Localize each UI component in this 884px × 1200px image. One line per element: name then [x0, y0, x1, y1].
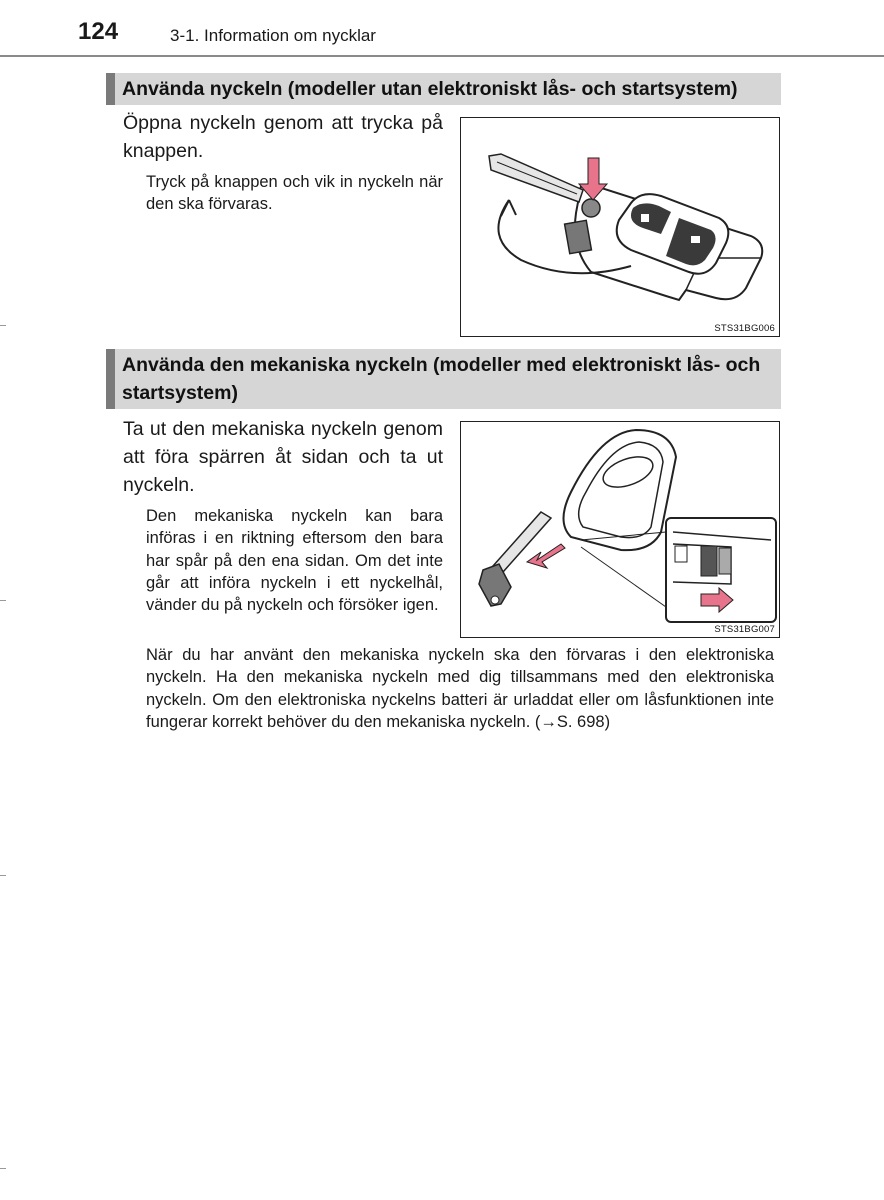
release-latch-shape: [701, 546, 717, 576]
lock-symbol-icon: [641, 214, 649, 222]
key-hinge-shape: [565, 220, 592, 253]
note-text-mechanical-key: Den mekaniska nyckeln kan bara införas i en riktning eftersom den bara har spår på den ena sidan. Om det inte går att införa nyckeln i ett nyckelhål, vänder du på nyckeln och försöker igen.: [146, 507, 443, 615]
section-heading-mechanical-key: Använda den mekaniska nyckeln (modeller med elektroniskt lås- och startsystem): [106, 349, 781, 409]
release-button-icon: [582, 199, 600, 217]
margin-tick: [0, 600, 6, 601]
pull-out-arrow-icon: [527, 544, 565, 568]
unlock-symbol-icon: [691, 236, 700, 243]
margin-tick: [0, 1168, 6, 1169]
lead-text-mechanical-key: Ta ut den mekaniska nyckeln genom att föra spärren åt sidan och ta ut nyckeln.: [123, 418, 443, 496]
margin-tick: [0, 325, 6, 326]
chapter-title: 3-1. Information om nycklar: [170, 26, 376, 45]
folding-key-illustration: [460, 117, 780, 337]
storage-note-text: När du har använt den mekaniska nyckeln ska den förvaras i den elektroniska nyckeln. Ha den mekaniska nyckeln med dig tillsammans med den elektroniska nyckeln. Om den elektroniska nyckelns batteri är urladdat eller om låsfunktionen inte fungerar korrekt behöver du den mekaniska nyckeln. (→S. 698): [146, 646, 774, 731]
note-text-folding-key: Tryck på knappen och vik in nyckeln när den ska förvaras.: [146, 173, 443, 214]
page-number: 124: [78, 18, 119, 45]
mechanical-key-illustration: [460, 421, 780, 638]
figure-code: STS31BG007: [714, 624, 775, 635]
margin-tick: [0, 875, 6, 876]
folding-key-drawing: [461, 118, 779, 336]
section-heading-folding-key: Använda nyckeln (modeller utan elektroniskt lås- och startsystem): [106, 73, 781, 105]
figure-code: STS31BG006: [714, 323, 775, 334]
mechanical-key-drawing: [461, 422, 779, 637]
header-rule: [0, 55, 884, 57]
lead-text-folding-key: Öppna nyckeln genom att trycka på knappen.: [123, 112, 443, 162]
